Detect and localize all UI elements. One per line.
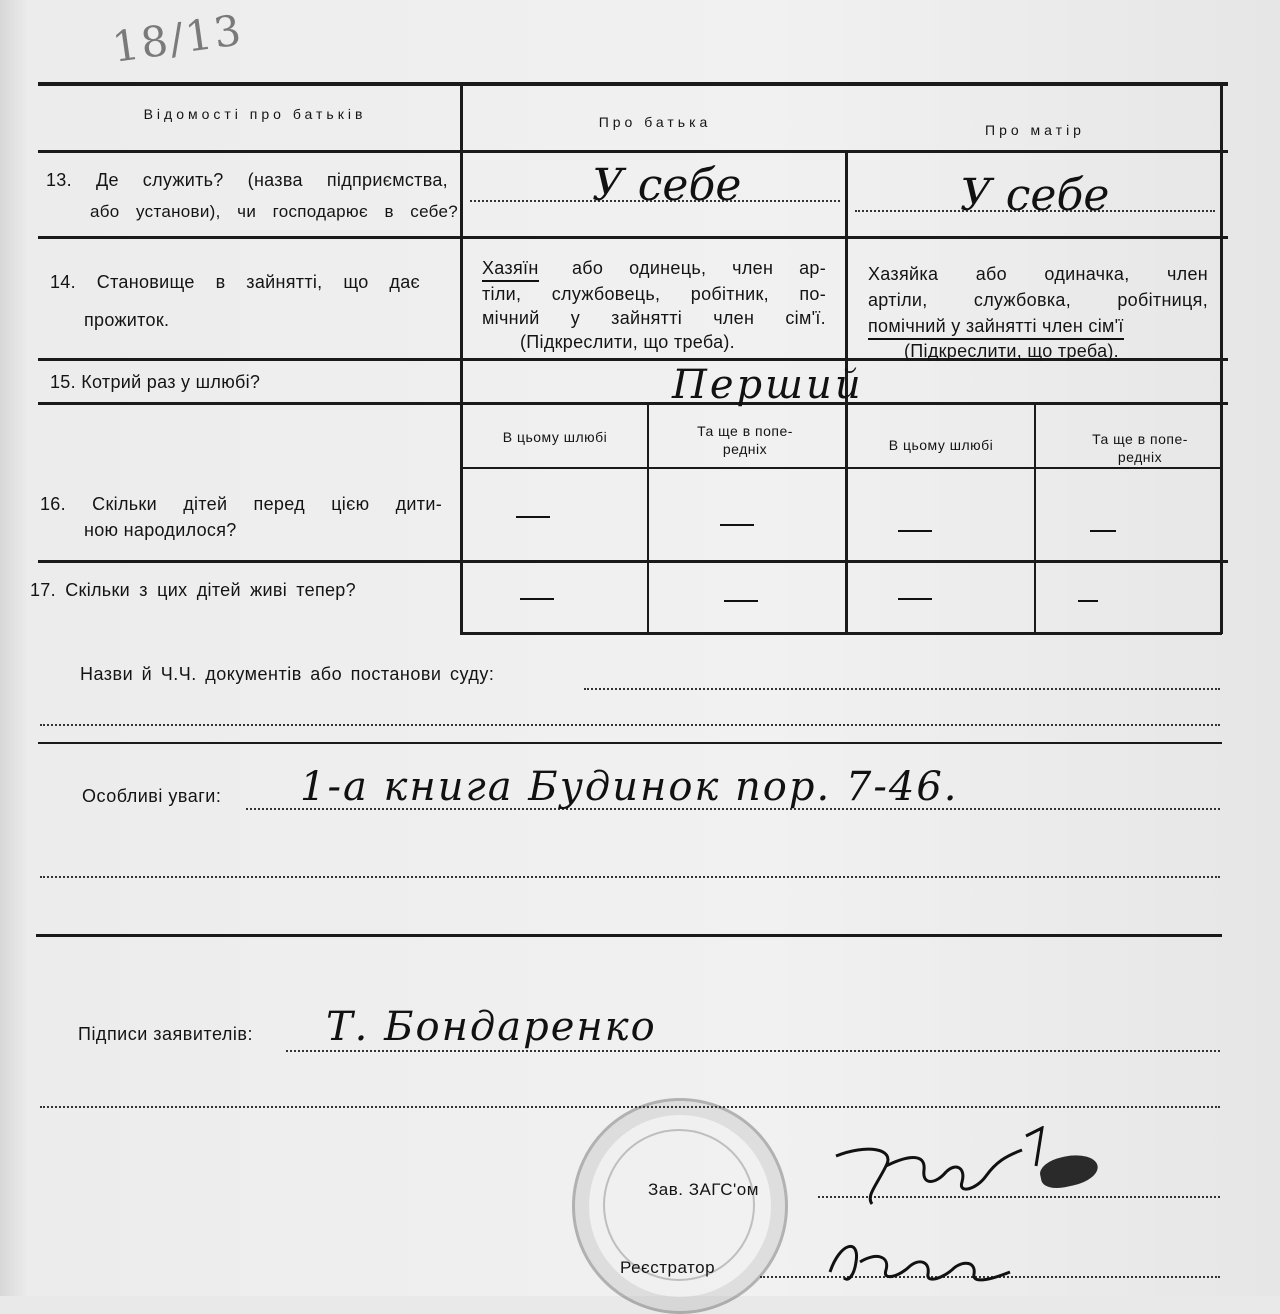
row14-mother-helper-option: помічний у зайнятті член сім'ї: [868, 314, 1124, 340]
header-parents-info: Відомості про батьків: [143, 106, 367, 122]
documents-bottom-rule: [38, 742, 1222, 744]
row13-father-value: У себе: [592, 160, 742, 211]
table-header-divider: [38, 150, 1228, 153]
row13-label-line2: або установи), чи господарює в себе?: [90, 202, 458, 221]
documents-label: Назви й Ч.Ч. документів або постанови суду:: [80, 664, 495, 684]
row14-mother-line1: Хазяйка або одиначка, член: [868, 264, 1208, 284]
row17-label: 17. Скільки з цих дітей живі тепер?: [30, 580, 356, 600]
row16-mother-prev-dash: [1090, 530, 1116, 532]
notes-label: Особливі уваги:: [82, 786, 222, 806]
row16-label-line2: ною народилося?: [84, 520, 237, 540]
row14-label-line1: 14. Становище в зайнятті, що дає: [50, 272, 420, 292]
row17-mother-prev-dash: [1078, 600, 1098, 602]
notes-value: 1-а книга Будинок пор. 7-46.: [300, 764, 959, 810]
row14-mother-line4: (Підкреслити, що треба).: [904, 341, 1119, 361]
signatures-line2: [40, 1106, 1220, 1108]
signatures-line1: [286, 1050, 1220, 1052]
row17-father-prev-dash: [724, 600, 758, 602]
row16-father-previous: Та ще в попе- редніх: [697, 423, 793, 457]
notes-line2: [40, 876, 1220, 878]
header-mother: Про матір: [985, 122, 1085, 138]
documents-line1: [584, 688, 1220, 690]
registrar-label: Реєстратор: [620, 1258, 716, 1277]
documents-line2: [40, 724, 1220, 726]
row16-mother-this-marriage: В цьому шлюбі: [888, 437, 994, 453]
row13-bottom: [38, 236, 1228, 239]
zags-head-signature: [826, 1126, 1066, 1216]
registry-office-seal: [572, 1098, 788, 1314]
row16-mother-previous: Та ще в попе- редніх: [1092, 431, 1188, 465]
row16-father-this-dash: [516, 516, 550, 518]
row16-mother-this-dash: [898, 530, 932, 532]
row17-mother-this-dash: [898, 598, 932, 600]
row16-bottom: [38, 560, 1228, 563]
applicant-signature: Т. Бондаренко: [326, 1004, 657, 1050]
row17-father-this-dash: [520, 598, 554, 600]
row16-label-line1: 16. Скільки дітей перед цією дити-: [40, 494, 442, 514]
notes-bottom-rule: [36, 934, 1222, 937]
signatures-label: Підписи заявителів:: [78, 1024, 253, 1044]
table-bottom-border: [460, 632, 1222, 635]
archive-number: 18/13: [109, 5, 246, 72]
row14-father-line4: (Підкреслити, що треба).: [520, 332, 735, 352]
row14-mother-line2: артіли, службовка, робітниця,: [868, 290, 1208, 310]
table-left-divider: [460, 84, 463, 634]
row14-label-line2: прожиток.: [84, 310, 170, 330]
row14-father-line2: тіли, службовець, робітник, по-: [482, 284, 826, 304]
row14-father-line3: мічний у зайнятті член сім'ї.: [482, 308, 826, 328]
row15-bottom: [38, 402, 1228, 405]
row16-father-prev-dash: [720, 524, 754, 526]
row14-father-owner-option: Хазяїн: [482, 256, 539, 282]
table-right-border: [1220, 84, 1223, 634]
row16-father-this-marriage: В цьому шлюбі: [502, 429, 608, 445]
zags-head-label: Зав. ЗАГС'ом: [648, 1180, 759, 1199]
row16-subheader-divider: [460, 467, 1222, 469]
header-father: Про батька: [598, 114, 712, 130]
row13-mother-value: У себе: [960, 170, 1110, 221]
table-top-border: [38, 82, 1228, 86]
row13-label-line1: 13. Де служить? (назва підприємства,: [46, 170, 448, 190]
row15-label: 15. Котрий раз у шлюбі?: [50, 372, 261, 392]
father-children-divider: [647, 404, 649, 634]
row15-value: Перший: [672, 362, 864, 408]
row14-father-line1: або одинець, член ар-: [572, 258, 826, 278]
registrar-signature: [820, 1232, 1020, 1292]
mother-children-divider: [1034, 404, 1036, 634]
